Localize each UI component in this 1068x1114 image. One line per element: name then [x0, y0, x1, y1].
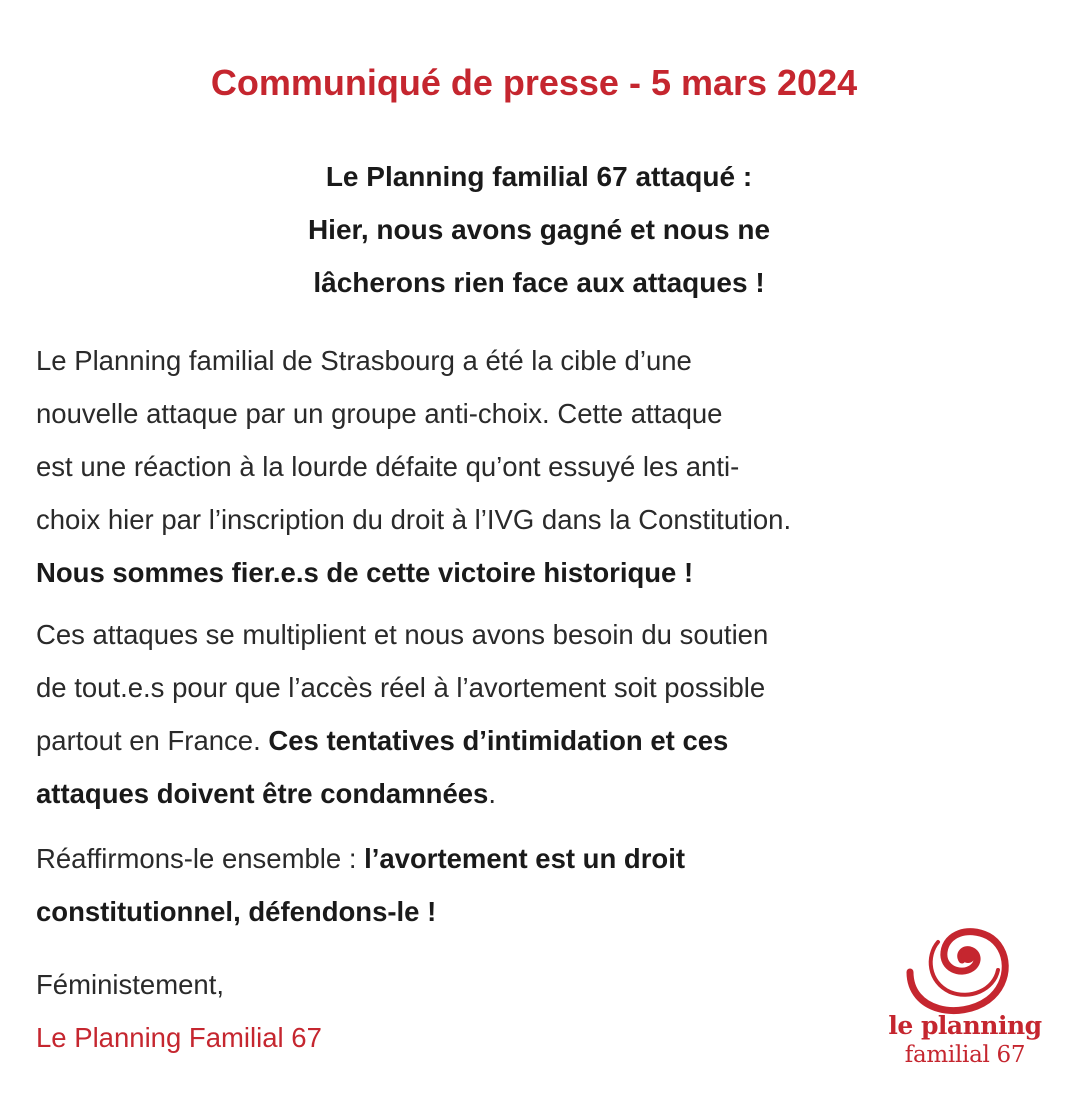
paragraph-line: Le Planning familial de Strasbourg a été la cible d’une — [36, 345, 692, 376]
paragraph-line: Ces attaques se multiplient et nous avons besoin du soutien — [36, 619, 769, 650]
paragraph-bold-line: constitutionnel, défendons-le ! — [36, 896, 437, 927]
paragraph-line — [36, 832, 1036, 885]
bold-text: attaques doivent être condamnées — [36, 778, 489, 809]
signature — [36, 958, 322, 1064]
paragraph-support — [36, 608, 1036, 820]
press-release-title: Communiqué de presse - 5 mars 2024 — [210, 62, 858, 103]
paragraph-line — [36, 767, 1036, 820]
paragraph-line: nouvelle attaque par un groupe anti-choix. Cette attaque — [36, 398, 723, 429]
signature-greeting: Féministement, — [36, 969, 224, 1000]
logo-text-line: familial 67 — [904, 1042, 1026, 1068]
headline-line: lâcherons rien face aux attaques ! — [313, 267, 765, 298]
headline — [0, 150, 1068, 309]
plain-text: . — [488, 778, 496, 809]
plain-text: partout en France. — [36, 725, 269, 756]
paragraph-bold-line: Nous sommes fier.e.s de cette victoire historique ! — [36, 557, 694, 588]
paragraph-line: est une réaction à la lourde défaite qu’ont essuyé les anti- — [36, 451, 740, 482]
plain-text: Réaffirmons-le ensemble : — [36, 843, 365, 874]
headline-line: Le Planning familial 67 attaqué : — [325, 161, 753, 192]
paragraph-line: choix hier par l’inscription du droit à l’IVG dans la Constitution. — [36, 504, 792, 535]
signature-org: Le Planning Familial 67 — [36, 1022, 322, 1053]
bold-text: Ces tentatives d’intimidation et ces — [268, 725, 729, 756]
logo-text-line: le planning — [888, 1011, 1042, 1040]
bold-text: l’avortement est un droit — [364, 843, 685, 874]
paragraph-line — [36, 714, 1036, 767]
headline-line: Hier, nous avons gagné et nous ne — [307, 214, 771, 245]
paragraph-line: de tout.e.s pour que l’accès réel à l’avortement soit possible — [36, 672, 766, 703]
paragraph-attack — [36, 334, 1036, 599]
